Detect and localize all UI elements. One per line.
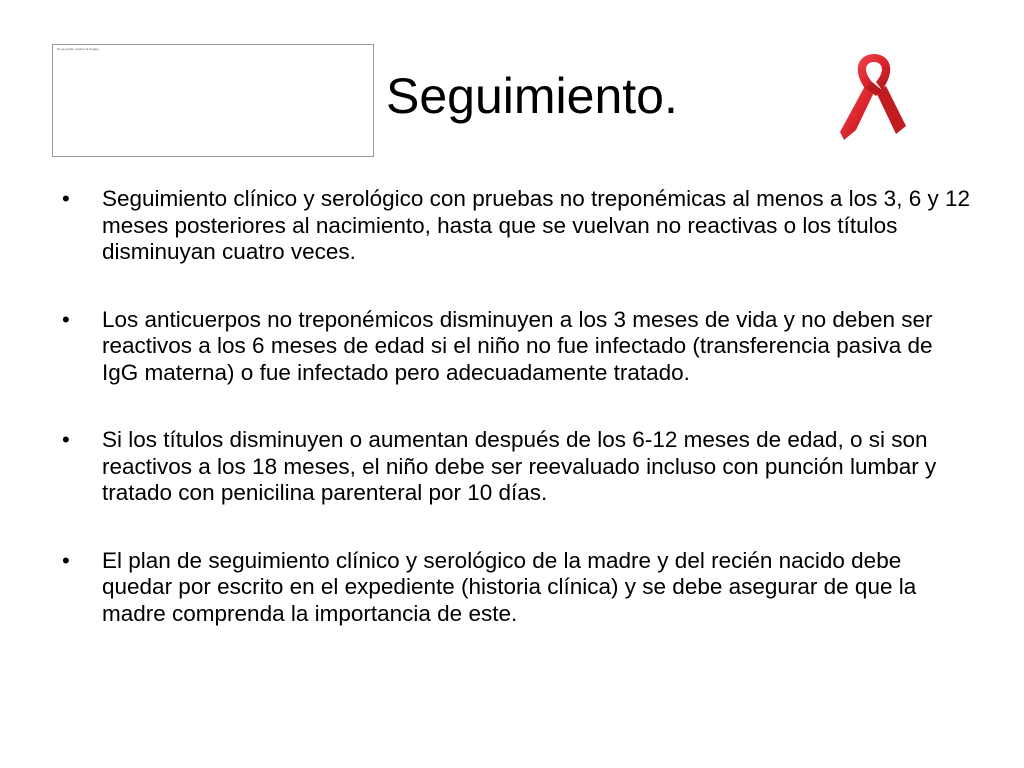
bullet-icon: •	[62, 186, 70, 211]
bullet-text: Los anticuerpos no treponémicos disminuyen a los 3 meses de vida y no deben ser reactivos a los 6 meses de edad si el niño no fue infectado (transferencia pasiva de IgG materna) o fue infectado pero adecuadamente tratado.	[102, 306, 933, 385]
list-item	[62, 307, 972, 387]
list-item	[62, 186, 972, 266]
list-item	[62, 427, 972, 507]
broken-image-placeholder	[52, 44, 374, 157]
awareness-ribbon-icon	[836, 52, 912, 144]
bullet-text: Seguimiento clínico y serológico con pruebas no treponémicas al menos a los 3, 6 y 12 meses posteriores al nacimiento, hasta que se vuelvan no reactivas o los títulos disminuyan cuatro veces.	[102, 186, 970, 264]
bullet-list	[62, 186, 972, 627]
bullet-text: El plan de seguimiento clínico y serológico de la madre y del recién nacido debe quedar por escrito en el expediente (historia clínica) y se debe asegurar de que la madre comprenda la importancia de este.	[102, 547, 917, 626]
broken-image-caption: No se puede mostrar la imagen.	[57, 47, 100, 51]
slide-title: Seguimiento.	[386, 68, 678, 124]
bullet-icon: •	[62, 427, 70, 452]
bullet-icon: •	[62, 306, 70, 332]
bullet-icon: •	[62, 547, 70, 573]
list-item	[62, 548, 972, 628]
bullet-text: Si los títulos disminuyen o aumentan después de los 6-12 meses de edad, o si son reactivos a los 18 meses, el niño debe ser reevaluado incluso con punción lumbar y tratado con penicilina parenteral por 10 días.	[102, 427, 937, 505]
